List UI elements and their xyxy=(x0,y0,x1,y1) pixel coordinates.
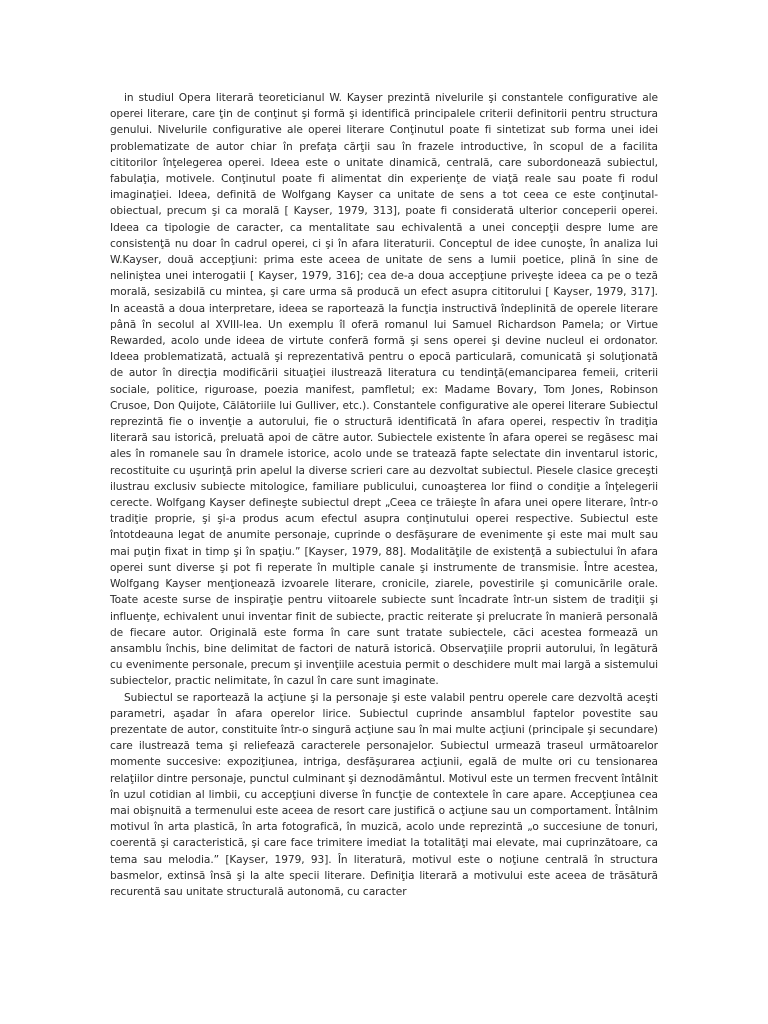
document-page xyxy=(110,90,658,900)
paragraph-2: Subiectul se raportează la acţiune şi la personaje şi este valabil pentru operele care dezvoltă aceşti parametri, aşadar în afara operelor lirice. Subiectul cuprinde ansamblul faptelor povestite sau prezentate de autor, constituite într-o singură acţiune sau în mai multe acţiuni (principale şi secundare) care ilustrează tema şi reliefează caracterele personajelor. Subiectul urmează traseul următoarelor momente succesive: expoziţiunea, intriga, desfăşurarea acţiunii, egală de multe ori cu tensionarea relaţiilor dintre personaje, punctul culminant şi deznodământul. Motivul este un termen frecvent întâlnit în uzul cotidian al limbii, cu accepţiuni diverse în funcţie de contextele în care apare. Accepţiunea cea mai obişnuită a termenului este aceea de resort care justifică o acţiune sau un comportament. Întâlnim motivul în arta plastică, în arta fotografică, în muzică, acolo unde reprezintă „o succesiune de tonuri, coerentă şi caracteristică, şi care face trimitere imediat la totalităţi mai elevate, mai cuprinzătoare, ca tema sau melodia.” [Kayser, 1979, 93]. În literatură, motivul este o noţiune centrală în structura basmelor, extinsă însă şi la alte specii literare. Definiţia literară a motivului este aceea de trăsătură recurentă sau unitate structurală autonomă, cu caracter xyxy=(110,691,658,898)
paragraph-1: in studiul Opera literară teoreticianul W. Kayser prezintă nivelurile şi constantele configurative ale operei literare, care ţin de conţinut şi formă şi identifică principalele criterii definitorii pentru structura genului. Nivelurile configurative ale operei literare Conţinutul poate fi sintetizat sub forma unei idei problematizate de autor chiar în prefaţa cărţii sau în frazele introductive, în scopul de a facilita cititorilor înţelegerea operei. Ideea este o unitate dinamică, centrală, care subordonează subiectul, fabulaţia, motivele. Conţinutul poate fi alimentat din experienţe de viaţă reale sau poate fi rodul imaginaţiei. Ideea, definită de Wolfgang Kayser ca unitate de sens a tot ceea ce este conţinutal- obiectual, precum şi ca morală [ Kayser, 1979, 313], poate fi considerată ulterior conceperii operei. Ideea ca tipologie de caracter, ca mentalitate sau echivalentă a unei concepţii despre lume are consistenţă nu doar în cadrul operei, ci şi în afara literaturii. Conceptul de idee cunoşte, în analiza lui W.Kayser, două accepţiuni: prima este aceea de unitate de sens a lumii poetice, plină în sine de neliniştea unei interogatii [ Kayser, 1979, 316]; cea de-a doua accepţiune priveşte ideea ca pe o teză morală, sesizabilă cu mintea, şi care urma să producă un efect asupra cititorului [ Kayser, 1979, 317]. In această a doua interpretare, ideea se raportează la funcţia instructivă îndeplinită de operele literare până în secolul al XVIII-lea. Un exemplu îl oferă romanul lui Samuel Richardson Pamela; or Virtue Rewarded, acolo unde ideea de virtute conferă formă şi sens operei şi devine nucleul ei ordonator. Ideea problematizată, actuală şi reprezentativă pentru o epocă particulară, comunicată şi soluţionată de autor în direcţia modificării situaţiei ilustrează literatura cu tendinţă(emanciparea femeii, criterii sociale, politice, riguroase, poezia manifest, pamfletul; ex: Madame Bovary, Tom Jones, Robinson Crusoe, Don Quijote, Călătoriile lui Gulliver, etc.). Constantele configurative ale operei literare Subiectul reprezintă fie o invenţie a autorului, fie o structură identificată în afara operei, respectiv în tradiţia literară sau istorică, preluată apoi de către autor. Subiectele existente în afara operei se regăsesc mai ales în romanele sau în dramele istorice, acolo unde se tratează fapte selectate din inventarul istoric, recostituite cu uşurinţă prin apelul la diverse scrieri care au dezvoltat subiectul. Piesele clasice greceşti ilustrau exclusiv subiecte mitologice, familiare publicului, cunoaşterea lor fiind o condiţie a înţelegerii cerecte. Wolfgang Kayser defineşte subiectul drept „Ceea ce trăieşte în afara unei opere literare, într-o tradiţie proprie, şi şi-a produs acum efectul asupra conţinutului operei respective. Subiectul este întotdeauna legat de anumite personaje, cuprinde o desfăşurare de evenimente şi este mai mult sau mai puţin fixat in timp şi în spaţiu.” [Kayser, 1979, 88]. Modalităţile de existenţă a subiectului în afara operei sunt diverse şi pot fi reperate în multiple canale şi instrumente de transmisie. Între acestea, Wolfgang Kayser menţionează izvoarele literare, cronicile, ziarele, povestirile şi comunicările orale. Toate aceste surse de inspiraţie pentru viitoarele subiecte sunt încadrate într-un sistem de tradiţii şi influenţe, echivalent unui inventar finit de subiecte, practic reiterate şi prelucrate în manieră personală de fiecare autor. Originală este forma în care sunt tratate subiectele, căci acestea formează un ansamblu închis, bine delimitat de factori de natură istorică. Observaţiile proprii autorului, în legătură cu evenimente personale, precum şi invenţiile acestuia permit o deschidere mult mai largă a sistemului subiectelor, practic nelimitate, în cazul în care sunt imaginate. xyxy=(110,92,658,688)
